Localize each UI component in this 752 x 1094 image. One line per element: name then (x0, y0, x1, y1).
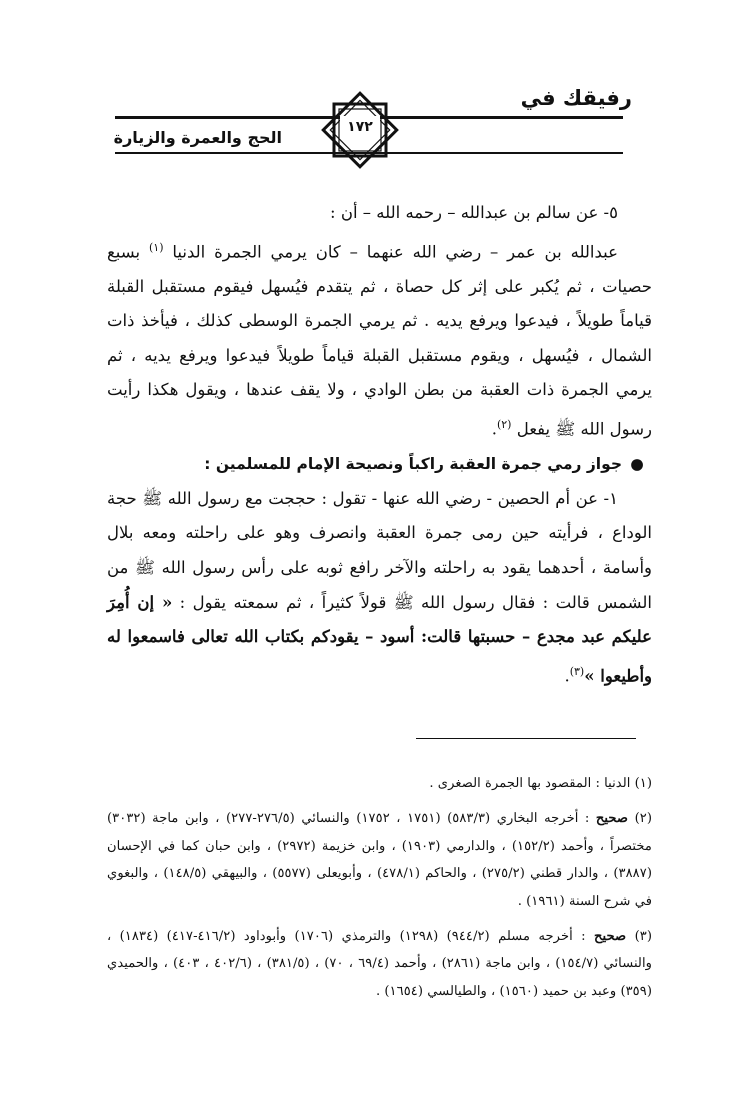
hadith-5-end: . (491, 419, 497, 439)
hadith-5-part-a: عبدالله بن عمر – رضي الله عنهما – كان يرمي الجمرة الدنيا (163, 242, 618, 262)
hadith-5-intro: ٥- عن سالم بن عبدالله – رحمه الله – أن : (330, 203, 618, 222)
footnote-ref-3: (٣) (569, 664, 585, 678)
hadith-1-narration: ١- عن أم الحصين - رضي الله عنها - تقول : حججت مع رسول الله ﷺ حجة الوداع ، فرأيته حين رمى جمرة العقبة وانصرف وهو على راحلته ومعه بلال وأسامة ، أحدهما يقود به راحلته والآخر رافع ثوبه على رأس رسول الله ﷺ من الشمس قالت : فقال رسول الله ﷺ قولاً كثيراً ، ثم سمعته يقول : (107, 488, 652, 612)
footnote-ref-2: (٢) (496, 418, 512, 432)
footnote-3-num: (٣) (634, 929, 653, 945)
footnote-1-text: الدنيا : المقصود بها الجمرة الصغرى . (429, 776, 631, 791)
page-number: ١٧٢ (340, 116, 380, 138)
footnote-1 (107, 770, 652, 797)
footnote-divider (416, 738, 636, 739)
running-subtitle: الحج والعمرة والزيارة (113, 128, 282, 147)
footnote-ref-1: (١) (148, 240, 164, 254)
hadith-5-text (107, 231, 652, 448)
footnote-2-grade: صحيح (595, 811, 629, 827)
bullet-icon: ● (630, 455, 644, 474)
hadith-1-quote: « إن أُمِرَ عليكم عبد مجدع – حسبتها قالت: أسود – يقودكم بكتاب الله تعالى فاسمعوا له وأطيعوا » (107, 592, 652, 686)
footnote-3-grade: صحيح (594, 929, 627, 945)
footnote-3 (107, 923, 652, 1005)
section-heading (107, 447, 652, 482)
hadith-1-end: . (564, 666, 570, 686)
running-title: رفيقك في (520, 86, 632, 110)
section-heading-text: جواز رمي جمرة العقبة راكباً ونصيحة الإمام للمسلمين : (204, 455, 622, 474)
main-text (107, 196, 652, 694)
footnote-2-num: (٢) (634, 811, 652, 827)
footnote-3-text: : أخرجه مسلم (٩٤٤/٢) (١٢٩٨) والترمذي (١٧٠٦) وأبوداود (٤١٦/٢-٤١٧) (١٨٣٤) ، والنسائي (١٥٤/٧) ، وابن ماجة (٢٨٦١) ، وأحمد (٦٩/٤ ، ٧٠) ، (٣٨١/٥) ، (٤٠٢/٦ ، ٤٠٣) ، والحميدي (٣٥٩) وعبد بن حميد (١٥٦٠) ، والطيالسي (١٦٥٤) . (107, 929, 652, 999)
hadith-5-part-b: بسبع حصيات ، ثم يُكبر على إثر كل حصاة ، ثم يتقدم فيُسهل فيقوم مستقبل القبلة قياماً طويلاً ، فيدعوا ويرفع يديه . ثم يرمي الجمرة الوسطى كذلك ، فيأخذ ذات الشمال ، فيُسهل ، ويقوم مستقبل القبلة قياماً طويلاً فيدعوا ويرفع يديه ، ثم يرمي الجمرة ذات العقبة من بطن الوادي ، ولا يقف عندها ، ويقول هكذا رأيت رسول الله ﷺ يفعل (107, 242, 652, 439)
footnote-2-text: : أخرجه البخاري (٥٨٣/٣) (١٧٥١ ، ١٧٥٢) والنسائي (٢٧٦/٥-٢٧٧) ، وابن ماجة (٣٠٣٢) مختصراً ، وأحمد (١٥٢/٢) ، والدارمي (١٩٠٣) ، وابن خزيمة (٢٩٧٢) ، وابن حبان كما في الإحسان (٣٨٨٧) ، والدار قطني (٢٧٥/٢) ، والحاكم (٤٧٨/١) ، وأبويعلى (٥٥٧٧) ، والبيهقي (١٤٨/٥) ، والبغوي في شرح السنة (١٩٦١) . (107, 811, 652, 909)
footnote-1-num: (١) (634, 776, 652, 791)
footnote-2 (107, 805, 652, 915)
footnotes (107, 770, 652, 1013)
hadith-1-text (107, 482, 652, 694)
